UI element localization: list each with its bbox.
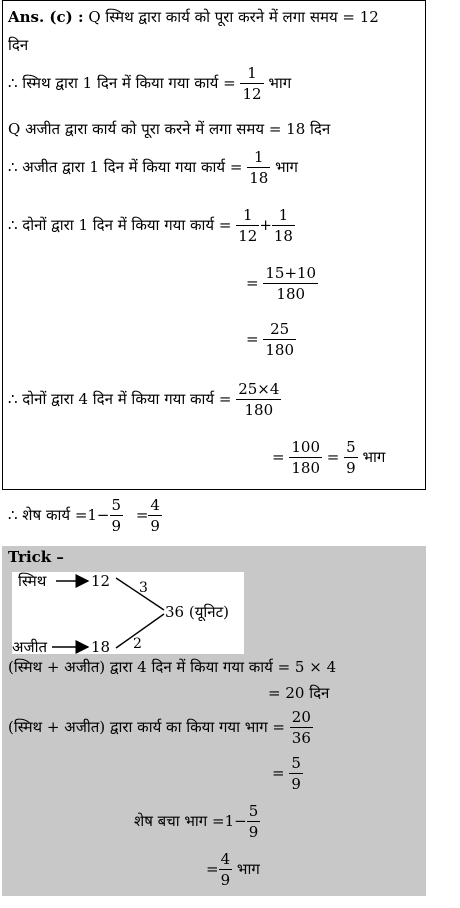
both-four-days-text: ∴ दोनों द्वारा 4 दिन में किया गया कार्य =: [8, 390, 232, 408]
fraction-100-180: $\frac{100}{180}$: [291, 438, 320, 477]
smith-one-day-text: ∴ स्मिथ द्वारा 1 दिन में किया गया कार्य =: [8, 74, 236, 92]
smith-one-day-row: [8, 66, 291, 102]
both-four-days-row: [8, 382, 281, 418]
fraction-5-9: $\frac{5}{9}$: [248, 802, 259, 841]
fraction-5-9: $\frac{5}{9}$: [111, 496, 122, 535]
smith-days: 12: [91, 572, 111, 590]
trick-fraction-row: [8, 710, 313, 746]
fraction-4-9: $\frac{4}{9}$: [150, 496, 160, 535]
smith-time-text: Q स्मिथ द्वारा कार्य को पूरा करने में लगा समय = 12: [88, 8, 379, 26]
smith-label: स्मिथ: [18, 572, 47, 590]
efficiency-diagram-svg: [12, 572, 244, 654]
trick-line-2: = 20 दिन: [268, 684, 330, 702]
ajit-one-day-row: [8, 150, 298, 186]
trick-fraction-text: (स्मिथ + अजीत) द्वारा कार्य का किया गया भाग =: [8, 718, 285, 736]
trick-line-1: (स्मिथ + अजीत) द्वारा 4 दिन में किया गया कार्य = 5 × 4: [8, 658, 337, 676]
four-days-result-row: = $\frac{100}{180}$ = $\frac{5}{9}$ भाग: [272, 438, 386, 477]
efficiency-diagram: [12, 572, 244, 654]
remaining-work-text: ∴ शेष कार्य =1−: [8, 506, 110, 524]
fraction-1-12: $\frac{1}{12}$: [238, 206, 258, 245]
both-one-day-row: ∴ दोनों द्वारा 1 दिन में किया गया कार्य = $\frac{1}{12}$ + $\frac{1}{18}$: [8, 206, 293, 245]
fraction-1-12: $\frac{1}{12}$: [242, 64, 262, 103]
fraction-1-18: $\frac{1}{18}$: [249, 148, 269, 187]
ajit-efficiency: 2: [133, 636, 142, 652]
remaining-work-row: ∴ शेष कार्य =1− $\frac{5}{9}$ = $\frac{4}{9}$: [8, 496, 160, 535]
trick-remaining-text: शेष बचा भाग =1−: [134, 812, 247, 830]
fraction-20-36: $\frac{20}{36}$: [291, 708, 311, 747]
trick-final-row: = $\frac{4}{9}$ भाग: [206, 850, 260, 889]
trick-remaining-row: [134, 804, 260, 840]
fraction-1-18: $\frac{1}{18}$: [273, 206, 293, 245]
trick-title: Trick –: [8, 548, 64, 566]
unit-text: भाग: [268, 74, 292, 92]
fraction-5-9: $\frac{5}{9}$: [346, 438, 356, 477]
fraction-15-plus-10: $\frac{15+10}{180}$: [265, 264, 317, 303]
sum-row: = $\frac{15+10}{180}$: [246, 264, 317, 303]
total-work-units: 36 (यूनिट): [165, 603, 230, 621]
unit-text: भाग: [275, 158, 298, 176]
ajit-days: 18: [91, 638, 111, 654]
unit-text: भाग: [362, 448, 386, 466]
fraction-5-9: $\frac{5}{9}$: [291, 754, 301, 793]
ajit-one-day-text: ∴ अजीत द्वारा 1 दिन में किया गया कार्य =: [8, 158, 243, 176]
both-one-day-text: ∴ दोनों द्वारा 1 दिन में किया गया कार्य =: [8, 216, 232, 234]
fraction-4-9: $\frac{4}{9}$: [220, 850, 231, 889]
sum-result-row: = $\frac{25}{180}$: [246, 320, 294, 359]
trick-reduced-row: = $\frac{5}{9}$: [272, 754, 301, 793]
smith-efficiency: 3: [139, 580, 148, 596]
answer-label: Ans. (c) :: [8, 8, 84, 26]
unit-text: भाग: [236, 860, 260, 878]
answer-line-1b: दिन: [8, 36, 29, 54]
ajit-label: अजीत: [12, 638, 48, 654]
ajit-time-text: Q अजीत द्वारा कार्य को पूरा करने में लगा समय = 18 दिन: [8, 120, 331, 138]
answer-line-1: [8, 10, 379, 25]
fraction-25-180: $\frac{25}{180}$: [265, 320, 294, 359]
fraction-25x4-180: $\frac{25\times 4}{180}$: [238, 380, 280, 419]
